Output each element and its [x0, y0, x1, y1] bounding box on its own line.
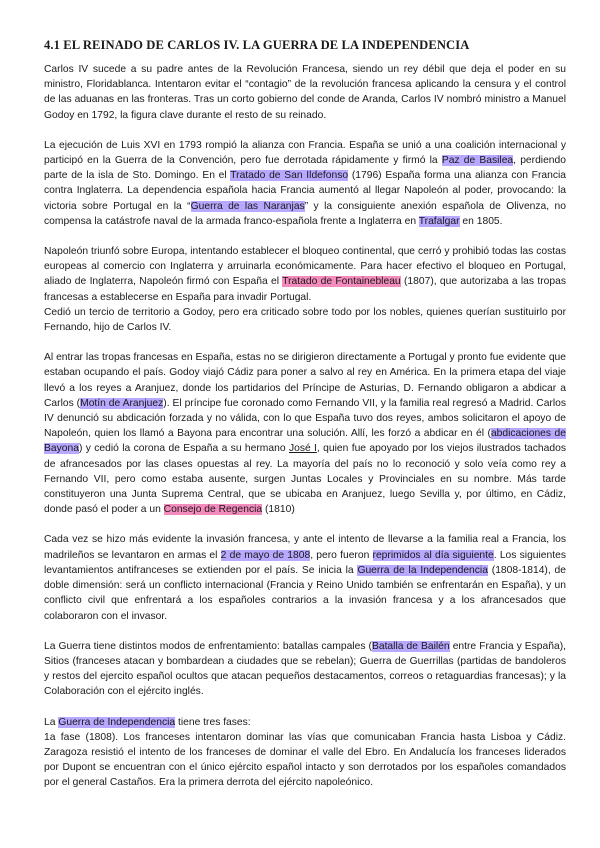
paragraph	[44, 244, 566, 305]
text-segment: Napoleón triunfó sobre Europa, intentando establecer el bloqueo continental, que cerró y prohibió todas las costas europeas al comercio con Inglaterra y arruinarla económicamente. Para hacer efectivo el bloqueo en Portugal, aliado de Inglaterra, Napoleón firmó con España el	[44, 246, 566, 288]
text-segment: La Guerra tiene distintos modos de enfrentamiento: batallas campales (	[44, 640, 372, 652]
text-segment: en 1805.	[459, 215, 503, 227]
text-segment: , quien fue apoyado por los viejos ilustrados tachados de afrancesados por las clases opuestas al rey. La mayoría del país no lo reconoció y solo veía como rey a Fernando VII, pero como estaba ausente, surgen Juntas Locales y Provinciales en su nombre. Más tarde constituyeron una Junta Suprema Central, que se ubicaba en Aranjuez, luego Sevilla y, por último, en Cádiz, donde pasó el poder a un	[44, 443, 566, 516]
highlighted-term: Guerra de la Independencia	[357, 564, 488, 576]
paragraph	[44, 138, 566, 229]
text-segment: 1a fase (1808). Los franceses intentaron dominar las vías que comunicaban Francia hasta Lisboa y Cádiz. Zaragoza resistió el intento de los franceses de dominar el valle del Ebro. En Andalucía los franceses liderados por Dupont se encuentran con el único ejército español intacto y son derrotados por los españoles comandados por el general Castaños. Era la primera derrota del ejército napoleónico.	[44, 731, 566, 789]
highlighted-term: Consejo de Regencia	[163, 504, 263, 516]
text-segment: La	[44, 716, 59, 728]
text-segment: , perdiendo parte de la isla de Sto. Domingo. En el	[44, 155, 566, 182]
text-segment: Carlos IV sucede a su padre antes de la Revolución Francesa, siendo un rey débil que deja el poder en su ministro, Floridablanca. Intentaron evitar el “contagio” de la revolución francesa aplicando la censura y el control de las aduanas en las fronteras. Tras un corto gobierno del conde de Aranda, Carlos IV nombró ministro a Manuel Godoy en 1792, la figura clave durante el resto de su reinado.	[44, 64, 566, 121]
text-segment: (1807), que autorizaba a las tropas francesas a establecerse en España para invadir Portugal.	[44, 276, 566, 303]
text-segment: ” y la consiguiente anexión española de Olivenza, no compensa la catástrofe naval de la armada franco-española frente a Inglaterra en	[44, 200, 566, 227]
paragraph	[44, 639, 566, 700]
highlighted-term: Tratado de Fontainebleau	[282, 276, 401, 288]
text-segment: entre Francia y España), Sitios (franceses atacan y bombardean a ciudades que se rebelan); Guerra de Guerrillas (partidas de bandoleros y restos del ejercito español ocultos que atacan pequeños destacamentos, correos o retaguardias francesas); y la Colaboración con el ejército inglés.	[44, 640, 567, 698]
paragraph	[44, 62, 566, 123]
paragraph	[44, 730, 566, 791]
paragraph	[44, 350, 566, 517]
highlighted-term: abdicaciones de Bayona	[44, 428, 566, 455]
text-segment: Al entrar las tropas francesas en España, estas no se dirigieron directamente a Portugal y pronto fue evidente que estaban ocupando el país. Godoy viajó Cádiz para poner a salvo al rey en América. En la primera etapa del viaje llevó a los reyes a Aranjuez, donde los partidarios del Príncipe de Asturias, D. Fernando obligaron a abdicar a Carlos (	[44, 352, 566, 409]
text-segment: . Los siguientes levantamientos antifranceses se extienden por el país. Se inicia la	[44, 549, 566, 576]
paragraph	[44, 305, 566, 335]
text-segment: (1810)	[262, 504, 295, 516]
text-segment: , pero fueron	[310, 549, 373, 561]
document-body	[44, 62, 566, 791]
text-segment: tiene tres fases:	[175, 716, 251, 728]
highlighted-term: Tratado de San Ildefonso	[230, 170, 349, 182]
highlighted-term: Guerra de las Naranjas	[190, 200, 305, 212]
text-segment: Cada vez se hizo más evidente la invasión francesa, y ante el intento de llevarse a la familia real a Francia, los madrileños se levantaron en armas el	[44, 534, 566, 561]
highlighted-term: 2 de mayo de 1808	[220, 549, 311, 561]
text-segment: La ejecución de Luis XVI en 1793 rompió la alianza con Francia. España se unió a una coalición internacional y participó en la Guerra de la Convención, pero fue derrotada rápidamente y firmó la	[44, 139, 566, 167]
text-segment: ). El príncipe fue coronado como Fernando VII, y la familia real regresó a Madrid. Carlos IV denunció su abdicación forzada y no válida, con lo que España tuvo dos reyes, ambos solicitaron el apoyo de Napoleón, quien los llamó a Bayona para encontrar una solución. Allí, les forzó a abdicar en él (	[44, 397, 567, 440]
page-title: 4.1 EL REINADO DE CARLOS IV. LA GUERRA DE LA INDEPENDENCIA	[44, 38, 470, 52]
highlighted-term: Paz de Basilea	[441, 155, 514, 167]
underlined-term: José I	[288, 443, 317, 455]
paragraph	[44, 715, 566, 730]
highlighted-term: reprimidos al día siguiente	[372, 549, 494, 561]
text-segment: (1796) España forma una alianza con Francia contra Inglaterra. La dependencia española hacia Francia aumentó al llegar Napoleón al poder, provocando: la victoria sobre Portugal en la “	[44, 170, 566, 212]
highlighted-term: Trafalgar	[418, 215, 460, 227]
text-segment: Cedió un tercio de territorio a Godoy, pero era criticado sobre todo por los nobles, quienes querían sustituirlo por Fernando, hijo de Carlos IV.	[44, 306, 566, 334]
highlighted-term: Guerra de Independencia	[58, 716, 176, 728]
paragraph	[44, 532, 566, 623]
highlighted-term: Motín de Aranjuez	[80, 397, 164, 409]
highlighted-term: Batalla de Bailén	[371, 640, 450, 652]
text-segment: (1808-1814), de doble dimensión: será un conflicto internacional (Francia y Reino Unido también se enfrentarán en España), y un conflicto civil que enfrentará a los españoles contrarios a la invasión francesa y a los afrancesados que colaboraron con el invasor.	[44, 564, 566, 622]
text-segment: ) y cedió la corona de España a su hermano	[78, 443, 289, 455]
